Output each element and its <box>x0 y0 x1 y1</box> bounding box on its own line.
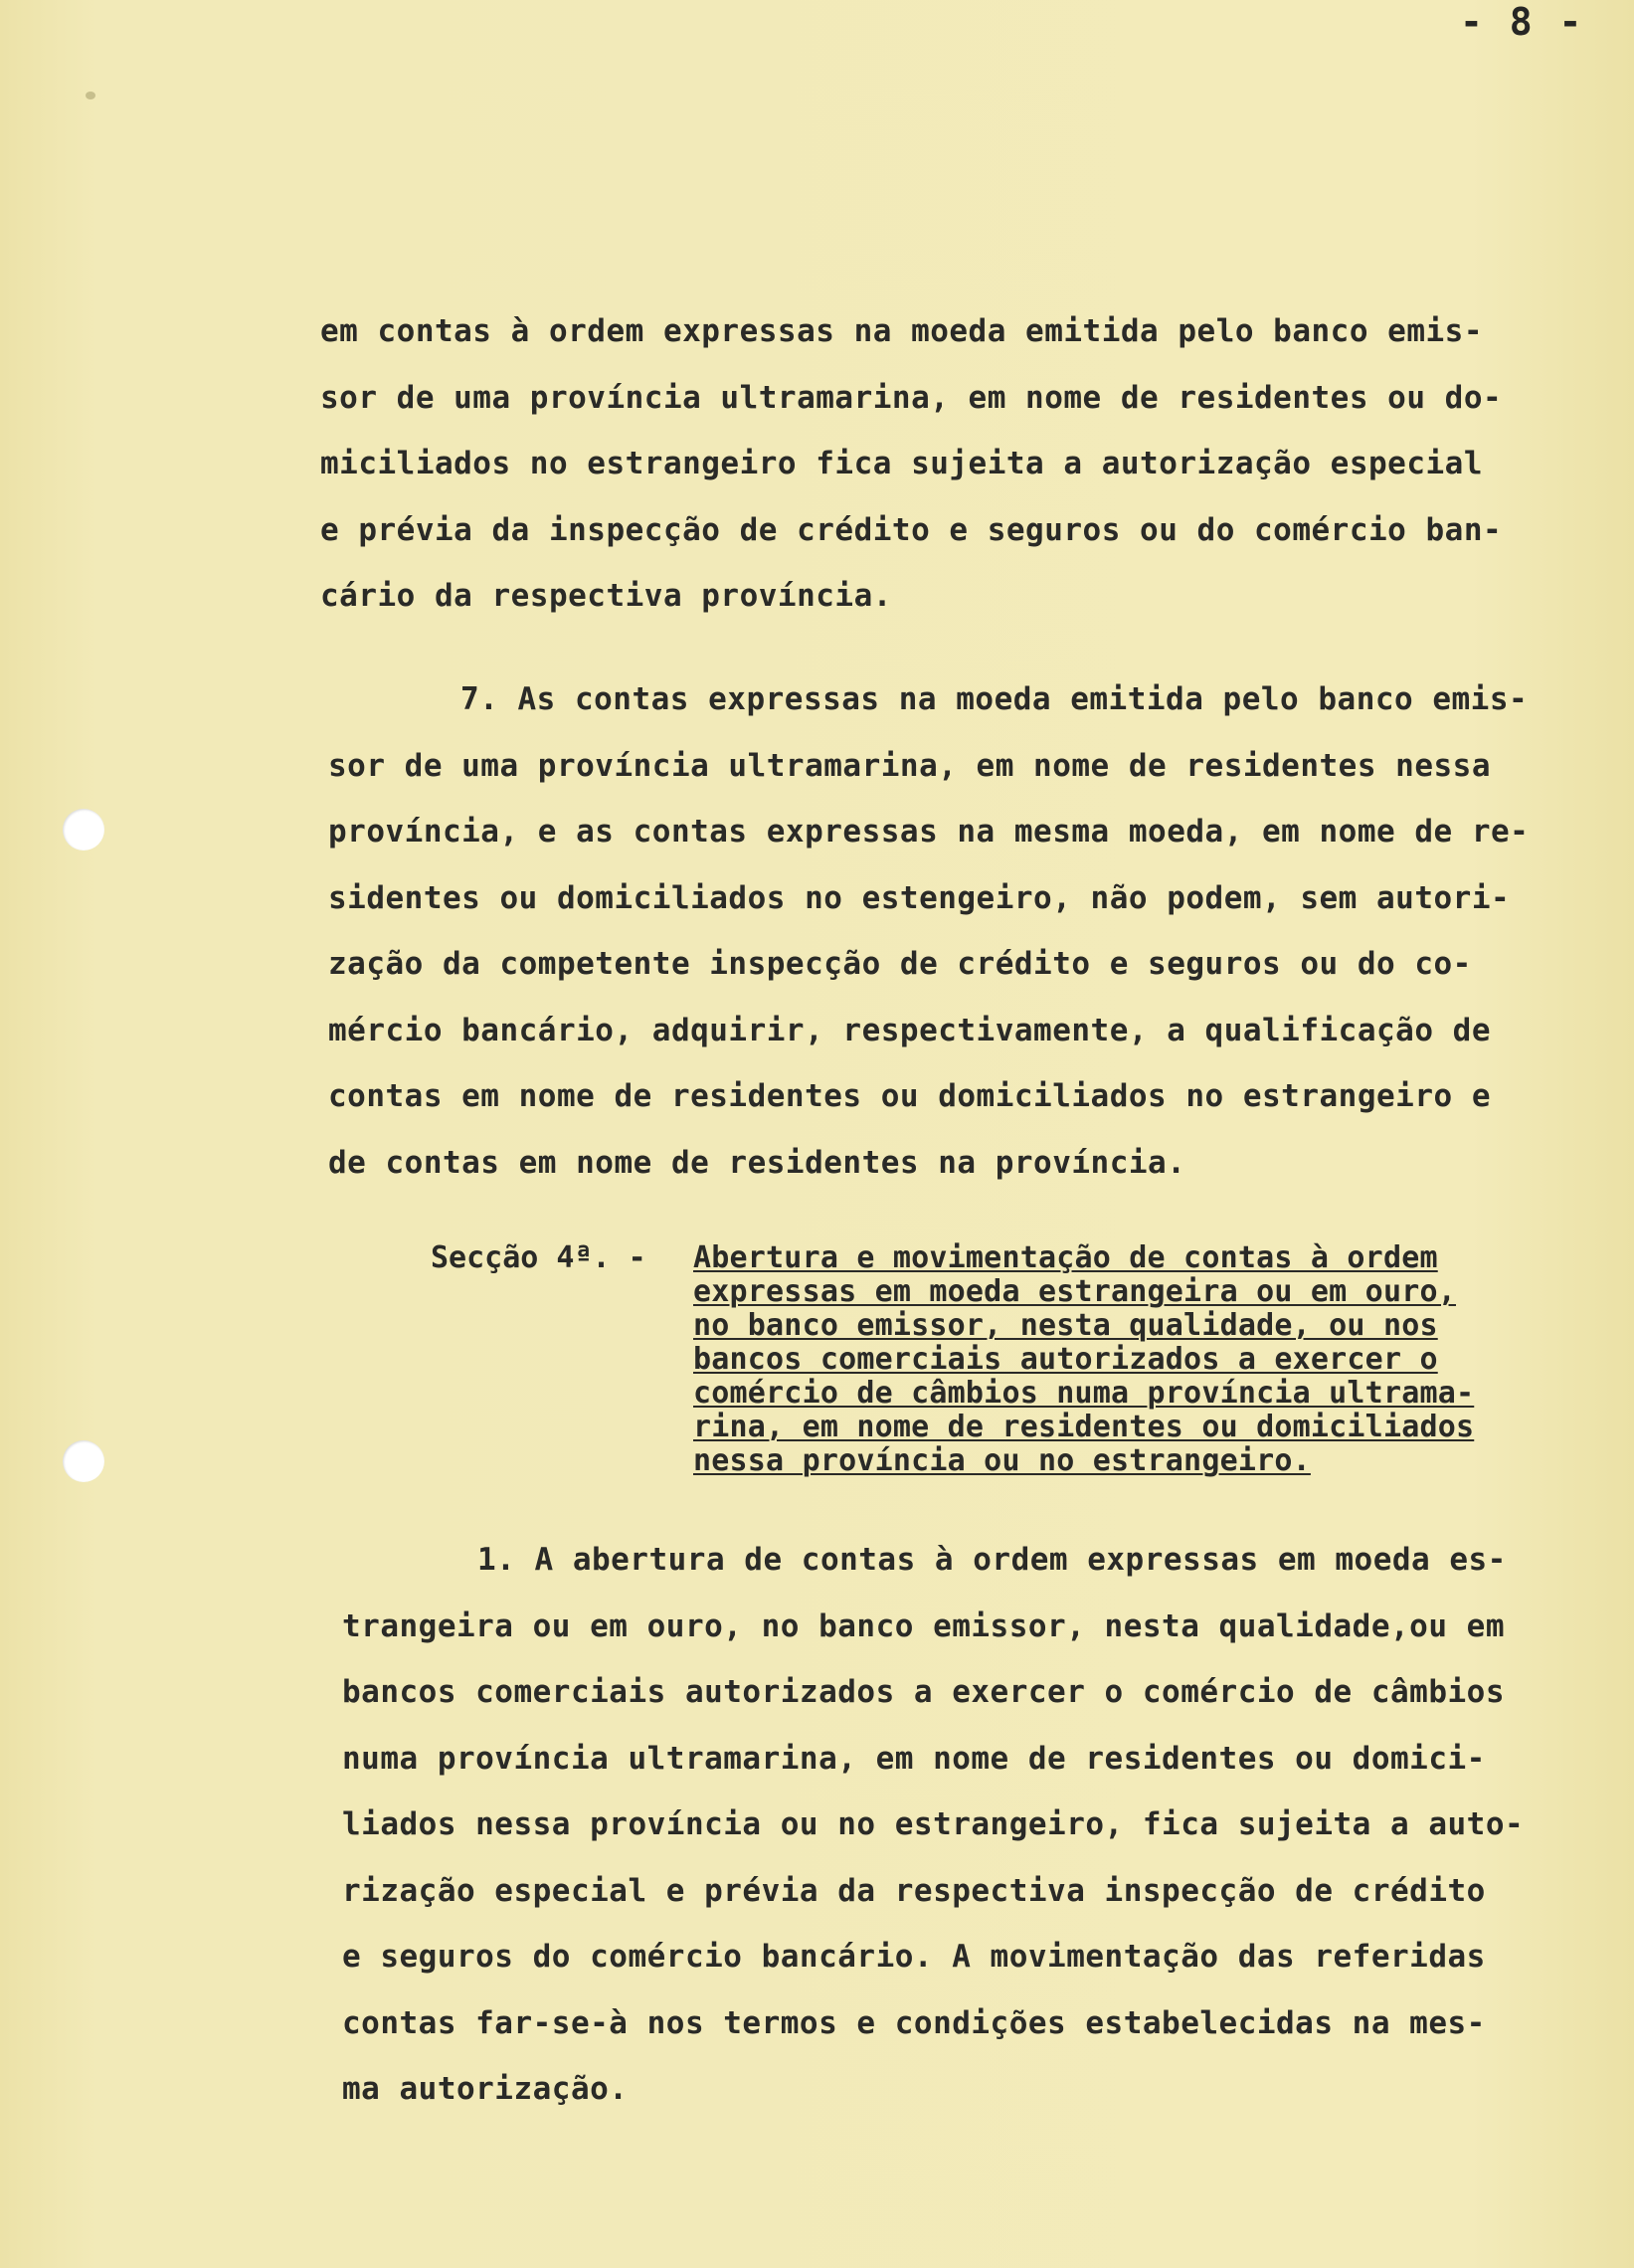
section-title-line: expressas em moeda estrangeira ou em ouro, <box>693 1274 1456 1309</box>
text-line: ma autorização. <box>342 2071 629 2107</box>
text-line: miciliados no estrangeiro fica sujeita a autorização especial <box>320 446 1483 481</box>
paragraph-7 <box>328 666 1529 1196</box>
text-line: 7. As contas expressas na moeda emitida pelo banco emis- <box>460 681 1529 717</box>
text-line: bancos comerciais autorizados a exercer o comércio de câmbios <box>342 1674 1505 1710</box>
text-line: 1. A abertura de contas à ordem expressas em moeda es- <box>477 1542 1507 1578</box>
text-line: liados nessa província ou no estrangeiro, fica sujeita a auto- <box>342 1806 1525 1842</box>
section-title-line: bancos comerciais autorizados a exercer o <box>693 1342 1438 1377</box>
text-line: sor de uma província ultramarina, em nome de residentes ou do- <box>320 379 1503 416</box>
section-title-line: Abertura e movimentação de contas à ordem <box>693 1240 1438 1275</box>
text-line: mércio bancário, adquirir, respectivamente, a qualificação de <box>328 1012 1491 1048</box>
section-title-line: nessa província ou no estrangeiro. <box>693 1443 1311 1478</box>
section-label: Secção 4ª. - <box>431 1240 646 1275</box>
text-line: contas far-se-à nos termos e condições estabelecidas na mes- <box>342 2004 1486 2041</box>
paragraph-1 <box>342 1527 1524 2123</box>
text-line: sor de uma província ultramarina, em nome de residentes nessa <box>328 747 1491 784</box>
text-line: e seguros do comércio bancário. A movimentação das referidas <box>342 1939 1486 1975</box>
text-line: cário da respectiva província. <box>320 578 892 614</box>
punch-hole-upper <box>63 809 104 850</box>
text-line: de contas em nome de residentes na província. <box>328 1144 1186 1181</box>
text-line: e prévia da inspecção de crédito e seguros ou do comércio ban- <box>320 511 1503 548</box>
page-number: - 8 - <box>1460 0 1584 44</box>
punch-hole-lower <box>63 1440 104 1482</box>
section-title-line: comércio de câmbios numa província ultrama- <box>693 1376 1475 1411</box>
section-title-line: rina, em nome de residentes ou domiciliados <box>693 1410 1475 1444</box>
text-line: província, e as contas expressas na mesma moeda, em nome de re- <box>328 814 1530 850</box>
paper-mark <box>86 92 95 99</box>
text-line: em contas à ordem expressas na moeda emitida pelo banco emis- <box>320 313 1483 349</box>
section-title-line: no banco emissor, nesta qualidade, ou nos <box>693 1308 1438 1343</box>
paragraph-continuation <box>320 298 1502 630</box>
section-title <box>693 1241 1529 1478</box>
text-line: zação da competente inspecção de crédito e seguros ou do co- <box>328 946 1472 982</box>
text-line: contas em nome de residentes ou domiciliados no estrangeiro e <box>328 1078 1491 1114</box>
text-line: rização especial e prévia da respectiva inspecção de crédito <box>342 1872 1486 1909</box>
text-line: numa província ultramarina, em nome de residentes ou domici- <box>342 1740 1486 1777</box>
text-line: trangeira ou em ouro, no banco emissor, nesta qualidade,ou em <box>342 1607 1505 1644</box>
text-line: sidentes ou domiciliados no estengeiro, não podem, sem autori- <box>328 879 1511 916</box>
